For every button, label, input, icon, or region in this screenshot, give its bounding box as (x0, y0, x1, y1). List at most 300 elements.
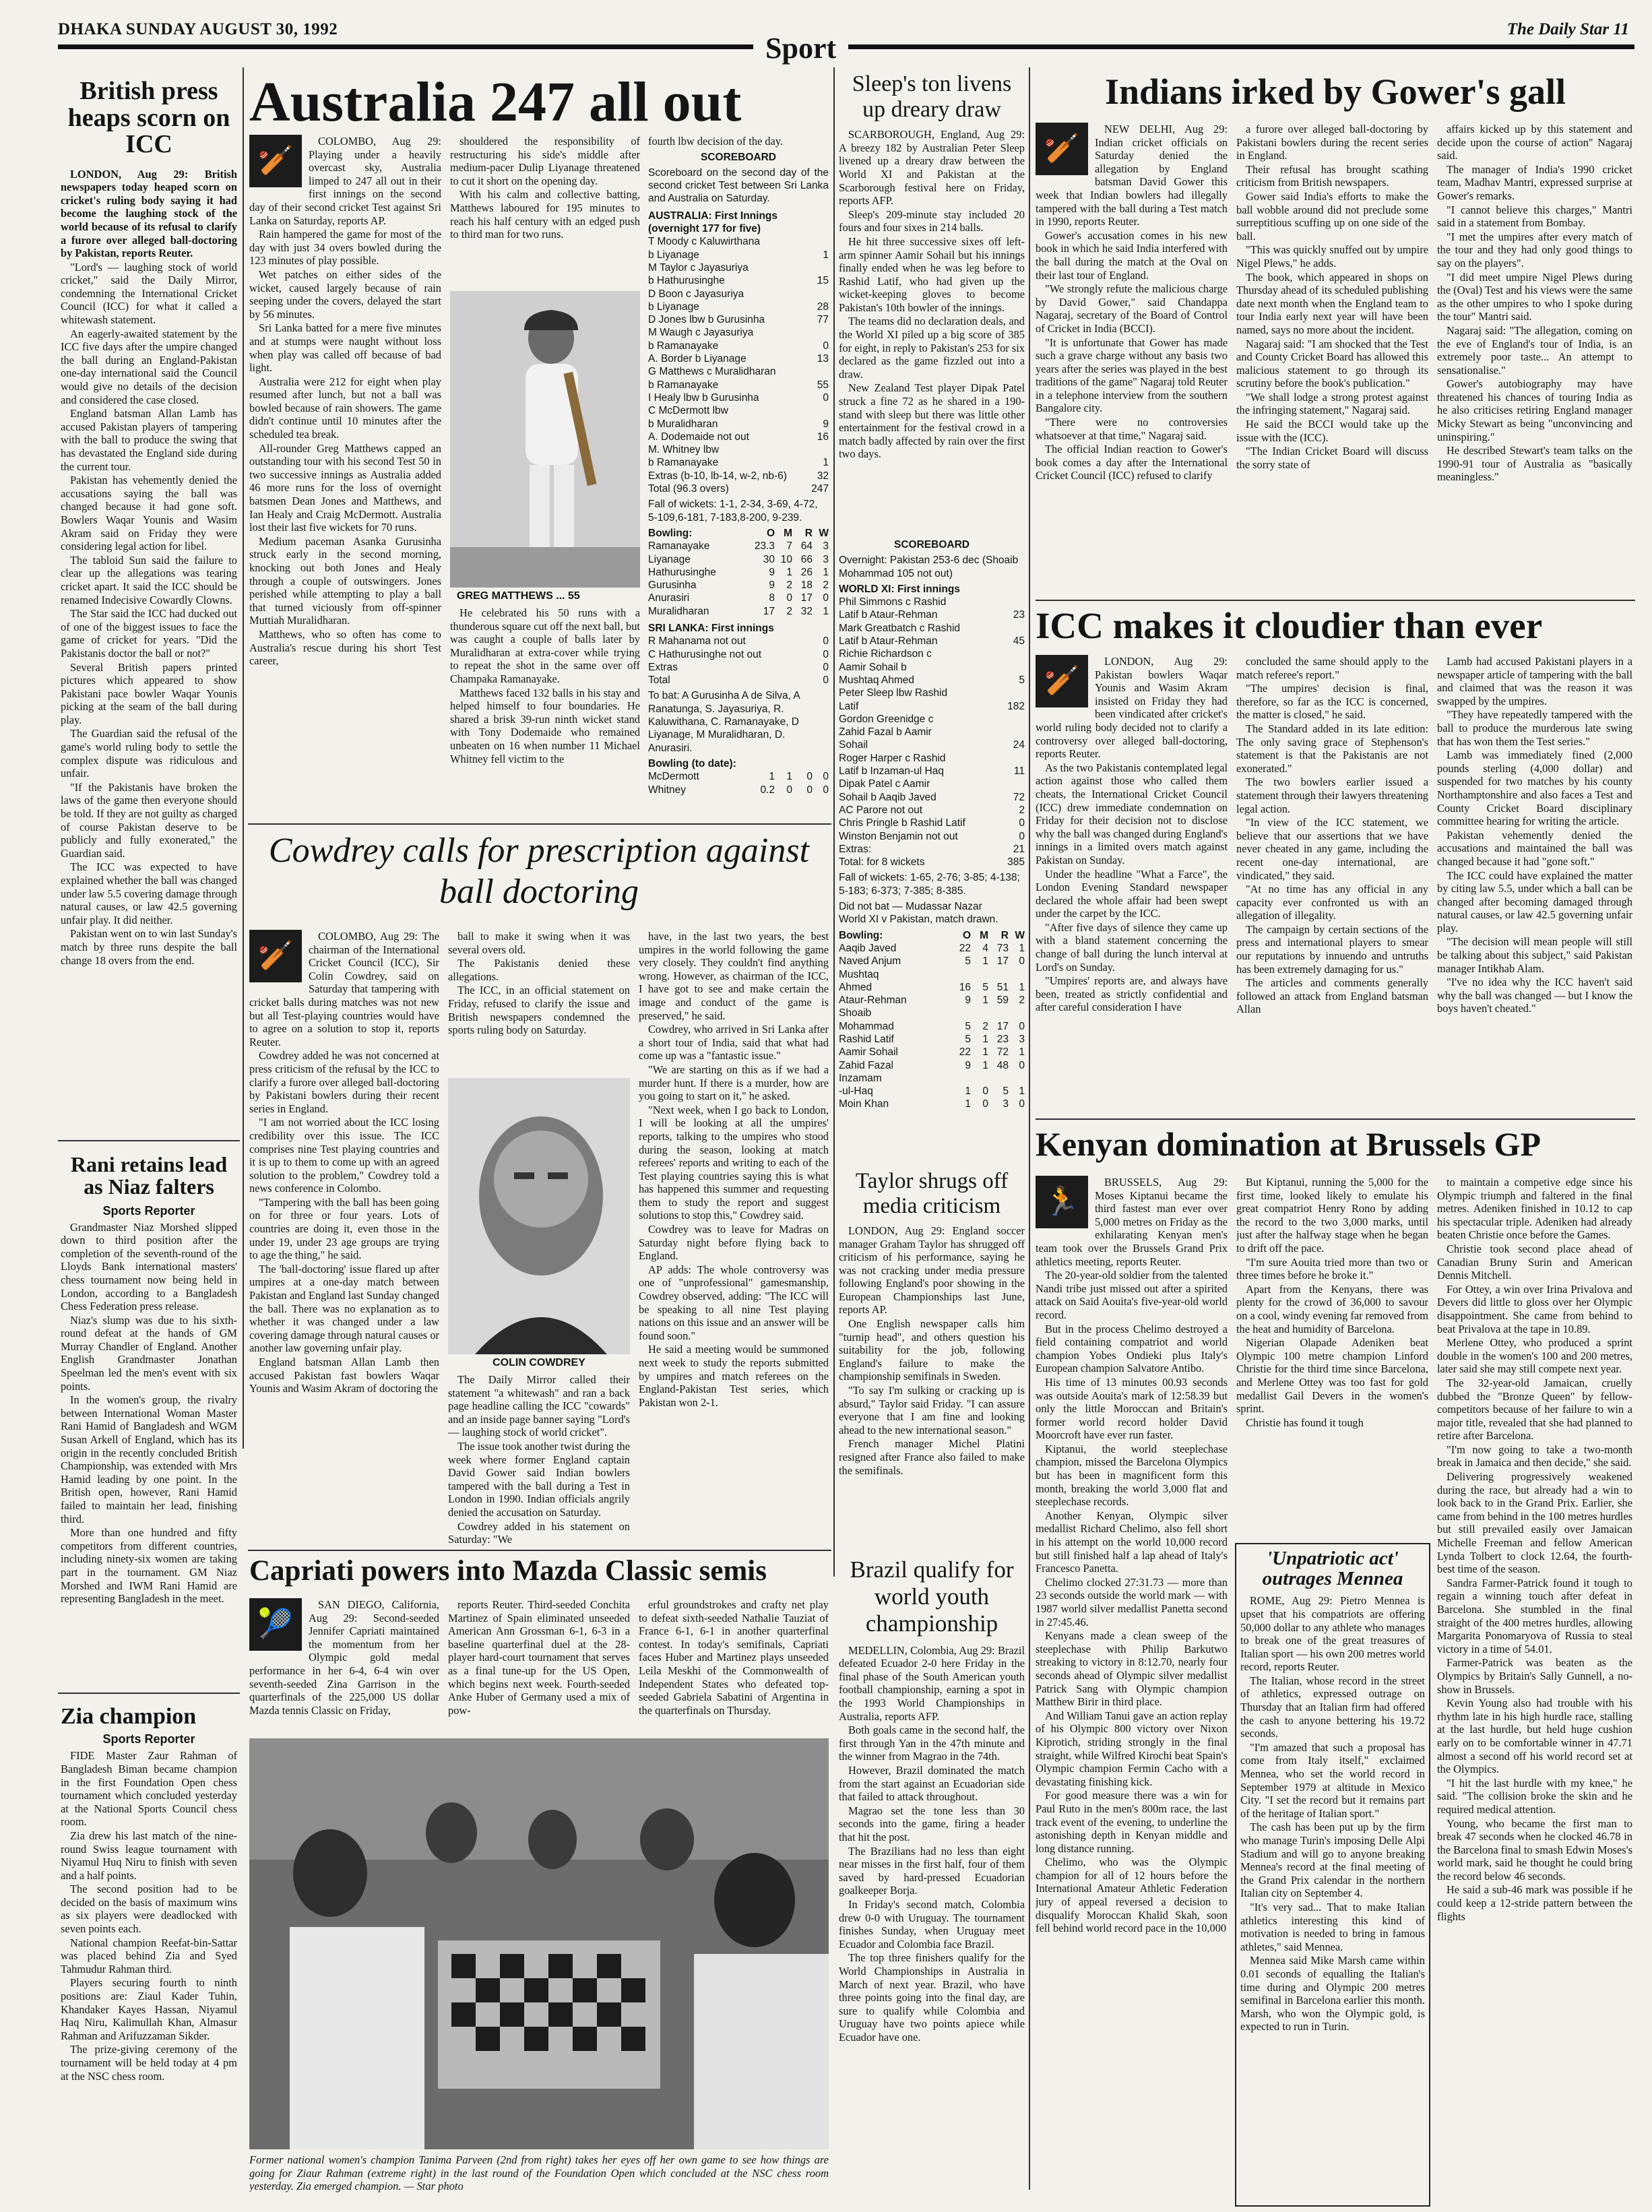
paragraph: Chelimo clocked 27:31.73 — more than 23 seconds outside the world mark — with 1987 world silver medallist Panetta second in 27:45.46. (1036, 1575, 1228, 1629)
bowling-figure: O (962, 929, 971, 941)
bowling-row (839, 994, 1025, 1007)
paragraph: Rain hampered the game for most of the day with just 34 overs bowled during the 123 minutes of play possible. (249, 228, 441, 267)
paragraph: The Guardian said the refusal of the game's world ruling body to settle the complex dispute was ridiculous and unfair. (61, 727, 237, 780)
scoreboard-australia (648, 135, 829, 819)
story-mennea-box (1235, 1543, 1430, 2207)
paragraph: "We strongly refute the malicious charge by David Gower," said Chandappa Nagaraj, secretary of the Board of Control of Cricket in India (BCCI). (1036, 282, 1228, 335)
headline: Rani retains lead as Niaz falters (70, 1154, 228, 1199)
bowling-figure: 17 (996, 955, 1009, 968)
player-name: Extras (648, 661, 678, 673)
story-lead (61, 168, 237, 260)
batting-row (648, 482, 829, 495)
paragraph: The 20-year-old soldier from the talented Nandi tribe just missed out after a spirited attack on Said Aouita's five-year-old world record. (1036, 1269, 1228, 1321)
player-name: Sohail b Aaqib Javed (839, 791, 936, 803)
player-name: Latif b Ataur-Rehman (839, 635, 938, 647)
bowling-row (839, 942, 1025, 955)
batting-row (839, 596, 1025, 608)
batting-row (648, 274, 829, 287)
batting-row (648, 340, 829, 352)
paragraph: Matthews, who so often has come to Australia's rescue during his short Test career, (249, 627, 441, 668)
paragraph: Wet patches on either sides of the wicket, caused largely because of rain seeping under the covers, delayed the start by 56 minutes. (249, 267, 441, 321)
player-name: Dipak Patel c Aamir (839, 778, 930, 790)
story-body (61, 261, 237, 967)
player-name: Aamir Sohail b (839, 661, 907, 673)
paragraph: a furore over alleged ball-doctoring by Pakistani bowlers during the recent series in England. (1236, 123, 1428, 162)
story-taylor (839, 1169, 1025, 1546)
headline: Capriati powers into Mazda Classic semis (249, 1556, 767, 1587)
bowling-figure: 4 (982, 942, 988, 954)
bowling-figure: 1 (786, 566, 792, 578)
bowler-name: Hathurusinghe (648, 566, 716, 578)
story-mennea (1240, 1548, 1425, 2202)
story-cowdrey-col1 (249, 930, 439, 1546)
paragraph: shouldered the responsibility of restructuring his side's middle after medium-pacer Dulip Liyanage threatened to cut it short on the opening day. (450, 135, 640, 187)
did-not-bat: Did not bat — Mudassar Nazar (839, 901, 982, 913)
story-kenyan-col2 (1236, 1176, 1428, 1538)
player-name: Total: for 8 wickets (839, 856, 925, 868)
paragraph: Sri Lanka batted for a mere five minutes and at stumps were naught without loss when play was called off because of bad light. (249, 321, 441, 375)
player-name: Total (648, 674, 670, 687)
bowling-figure: 9 (965, 994, 971, 1007)
runs: 21 (1013, 843, 1025, 855)
bowling-figure: 1 (982, 1033, 988, 1045)
bowling-figure: W (1015, 929, 1025, 941)
paragraph: Players securing fourth to ninth positions are: Ziaul Kader Tuhin, Khandaker Kayes Hassan, Niyamul Haq Niru, Kalimullah Khan, Almasur Rahman and Arifuzzaman Sikder. (61, 1976, 237, 2042)
paragraph: NEW DELHI, Aug 29: Indian cricket officials on Saturday denied the allegation by England batsman David Gower this week that Indian bowlers had illegally tampered with the ball during a Test match in 1990, reports Reuter. (1036, 123, 1228, 228)
paragraph: "I did meet umpire Nigel Plews during the (Oval) Test and his views were the same as the other umpires to who I spoke during the tour" Mantri said. (1437, 270, 1632, 323)
paragraph: Pakistan has vehemently denied the accusations saying the ball was changed because it had gone soft. Bowlers Waqar Younis and Wasim Akram said on Friday they were considering legal action for libel. (61, 474, 237, 553)
bowling-figure: R (804, 527, 813, 539)
paragraph: Cowdrey added in his statement on Saturday: "We (448, 1519, 630, 1546)
bowling-figure: 59 (996, 994, 1009, 1007)
batting-list (648, 235, 829, 495)
paragraph: French manager Michel Platini resigned after France also failed to make the semifinals. (839, 1437, 1025, 1477)
paragraph: He said a meeting would be summoned next week to study the reports submitted by umpires and match referees on the England-Pakistan Test series, which Pakistan won 2-1. (639, 1343, 829, 1409)
story-brazil (839, 1556, 1025, 2209)
match-result: World XI v Pakistan, match drawn. (839, 914, 998, 926)
bowling-figure: 2 (982, 1020, 988, 1032)
story-divider (248, 1550, 831, 1551)
paragraph: "There were no controversies whatsoever at that time," Nagaraj said. (1036, 416, 1228, 442)
paragraph: The prize-giving ceremony of the tournament will be held today at 4 pm at the NSC chess room. (61, 2043, 237, 2083)
player-name: Latif b Ataur-Rehman (839, 609, 938, 621)
paragraph: The Brazilians had no less than eight near misses in the first half, four of them saved by hard-pressed Ecuadorian goalkeeper Borja. (839, 1844, 1025, 1897)
player-name: C Hathurusinghe not out (648, 648, 762, 660)
bowling-figure: 48 (996, 1059, 1009, 1071)
player-name: T Moody c Kaluwirthana (648, 236, 760, 248)
batting-row (648, 635, 829, 647)
paragraph: Grandmaster Niaz Morshed slipped down to third position after the completion of the seventh-round of the Lloyds Bank international masters' chess tournament now being held in London, according to a Bangladesh Chess Federation press release. (61, 1220, 237, 1313)
paragraph: England batsman Allan Lamb has accused Pakistan players of tampering with the ball to produce the swing that has devastated the England side during the current tour. (61, 407, 237, 473)
batting-row (648, 352, 829, 365)
bowling-figure: 3 (823, 553, 829, 565)
paragraph: The ICC could have explained the matter by citing law 5.5, under which a ball can be changed after becoming damaged through natural causes, or law 42.5 governing unfair play. (1437, 868, 1632, 935)
byline: Sports Reporter (102, 1732, 195, 1746)
paragraph: Christie has found it tough (1246, 1416, 1364, 1429)
runs: 45 (1013, 635, 1025, 647)
paragraph: The Pakistanis denied these allegations. (448, 957, 630, 983)
story-capriati-col2 (448, 1598, 630, 1733)
story-gower-col3 (1437, 123, 1632, 596)
player-name: Mark Greatbatch c Rashid (839, 622, 961, 634)
bowling-figure: 2 (786, 579, 792, 592)
paragraph: Gower said India's efforts to make the ball wobble around did not preclude some surreptitious scuffing up on one side of the ball. (1236, 189, 1428, 243)
paragraph: ball to make it swing when it was several overs old. (448, 930, 630, 956)
batting-row (648, 674, 829, 687)
bowling-figure: 8 (769, 592, 775, 604)
bowler-name: Aaqib Javed (839, 942, 897, 954)
paragraph: The Daily Mirror called their statement "a whitewash" and ran a back page headline calling the ICC "cowards" and an inside page banner saying "Lord's — laughing stock of world cricket". (448, 1373, 630, 1439)
batting-row (648, 326, 829, 339)
paragraph: "The umpires' decision is final, therefore, so far as the ICC is concerned, the matter is closed," he said. (1236, 682, 1428, 722)
paragraph: In Friday's second match, Colombia drew 0-0 with Uruguay. The tournament finishes Sunday, when Uruguay meet Ecuador and Colombia face Brazil. (839, 1897, 1025, 1951)
runner-icon: 🏃 (1036, 1176, 1088, 1228)
bowling-row (648, 770, 829, 783)
bowling-header (839, 929, 1025, 942)
story-british-press (61, 78, 237, 1139)
paragraph: have, in the last two years, the best umpires in the world following the game very closely. They couldn't find anything wrong. However, as chairman of the ICC, I have got to see and make certain the image and conduct of the game is preserved," he said. (639, 930, 829, 1022)
column-divider (243, 67, 244, 1449)
fall-of-wickets: Fall of wickets: 1-65, 2-76; 3-85; 4-138; 5-183; 6-373; 7-385; 8-385. (839, 872, 1020, 897)
innings-title: SRI LANKA: First innings (648, 622, 774, 634)
bowler-name: Bowling: (839, 929, 883, 941)
bowler-name: Shoaib (839, 1007, 872, 1019)
paragraph: Pakistan vehemently denied the accusations and maintained the ball was changed because it had "gone soft." (1437, 828, 1632, 868)
bowling-row (839, 1098, 1025, 1110)
paragraph: An eagerly-awaited statement by the ICC five days after the umpire changed the ball during an England-Pakistan one-day international said the Council would give no details of the decision and considered the case closed. (61, 327, 237, 406)
paragraph: For Ottey, a win over Irina Privalova and Devers did little to gloss over her Olympic disappointment. She came from behind to beat Privalova at the tape in 10.89. (1437, 1282, 1632, 1335)
batting-row (839, 765, 1025, 778)
paragraph: Their refusal has brought scathing criticism from British newspapers. (1236, 162, 1428, 189)
cricketer-photo (450, 291, 640, 588)
runs: 0 (1019, 817, 1025, 829)
story-capriati-col1 (249, 1598, 439, 1733)
batting-row (839, 635, 1025, 647)
story-cowdrey-col2 (448, 930, 630, 1075)
bowling-row (839, 1033, 1025, 1046)
bowler-name: Naved Anjum (839, 955, 901, 968)
bowling-row (839, 1072, 1025, 1085)
story-body (1036, 655, 1228, 1014)
paragraph: "Umpires' reports are, and always have been, treated as strictly confidential and after careful consideration I have (1036, 974, 1228, 1014)
paragraph: Gower's autobiography may have threatened his chances of touring India as he also criticises retiring England manager Micky Stewart as being "unconvincing and uninspiring." (1437, 377, 1632, 443)
paragraph: Several British papers printed pictures which appeared to show Pakistani pace bowler Waqar Younis picking at the seam of the ball during play. (61, 660, 237, 726)
player-name: b Muralidharan (648, 418, 718, 430)
photo-chess-tournament (249, 1738, 829, 2149)
paragraph: Medium paceman Asanka Gurusinha struck early in the second morning, knocking out both Jones and Healy through a couple of outswingers. Jones perished while attempting to play a ball that turned viciously from off-spinner Muttiah Muralidharan. (249, 534, 441, 627)
paragraph: Young, who became the first man to break 47 seconds when he clocked 46.78 in the Barcelona final to smash Edwin Moses's world mark, said he thought he could bring the record below 46 seconds. (1437, 1816, 1632, 1883)
chess-players-photo (249, 1738, 829, 2149)
paragraph: "The Indian Cricket Board will discuss the sorry state of (1236, 445, 1428, 471)
story-body (249, 930, 439, 1395)
bowling-figure: 3 (823, 540, 829, 552)
paragraph: In the women's group, the rivalry between International Woman Master Rani Hamid of Bangladesh and WGM Susan Arkell of England, which has its origin in the recently concluded British Championship, was extended with Mrs Hamid leading by one point. In the British open, however, Rani Hamid failed to maintain her lead, finishing third. (61, 1393, 237, 1525)
paragraph: The tabloid Sun said the failure to clear up the allegations was tearing cricket apart. It said the ICC should be renamed Indecisive Cowardly Clowns. (61, 553, 237, 606)
bowler-name: Whitney (648, 784, 686, 796)
bowling-figure: 30 (763, 553, 775, 565)
batting-row (839, 856, 1025, 868)
player-name: Peter Sleep lbw Rashid (839, 687, 948, 699)
paragraph: "I'm now going to take a two-month break in Jamaica and then decide," she said. (1437, 1443, 1632, 1470)
bowling-figure (944, 968, 971, 981)
paragraph: SAN DIEGO, California, Aug 29: Second-seeded Jennifer Capriati maintained the momentum from her Olympic gold medal performance in her 6-4, 6-4 win over seventh-seeded Zina Garrison in the quarterfinals of the 225,000 US dollar Mazda tennis Classic on Friday, (249, 1598, 439, 1717)
runs: 77 (817, 314, 829, 326)
batting-row (839, 622, 1025, 635)
story-body (839, 128, 1025, 461)
runs: 0 (823, 648, 829, 660)
paragraph: "It is unfortunate that Gower has made such a grave charge without any basis two years after the series was played in the best traditions of the game" Nagaraj told Reuter in a telephone interview from the southern Bangalore city. (1036, 336, 1228, 415)
bowling-figure: 17 (996, 1020, 1009, 1032)
paragraph: One English newspaper calls him "turnip head", and others question his suitability for the job, following England's failure to make the championship semifinals in Sweden. (839, 1317, 1025, 1383)
bowling-figure (1009, 1007, 1025, 1019)
paragraph: Another Kenyan, Olympic silver medallist Richard Chelimo, also fell short in his attempt on the world 10,000 record but still finished half a lap ahead of Italy's Francesco Panetta. (1036, 1509, 1228, 1575)
player-name: A. Dodemaide not out (648, 431, 749, 443)
paragraph: "Lord's — laughing stock of world cricket," said the Daily Mirror, condemning the International Cricket Council (ICC) for what it called a whitewash statement. (61, 260, 237, 327)
paragraph: "Tampering with the ball has been going on for three or four years. Lots of countries are doing it, even those in the under 19, under 23 age groups are trying to age the thing," he said. (249, 1195, 439, 1262)
story-body (1036, 123, 1228, 482)
bowling-figure: 2 (1019, 994, 1025, 1007)
paragraph: MEDELLIN, Colombia, Aug 29: Brazil defeated Ecuador 2-0 here Friday in the final phase of the South American youth football championship, earning a spot in the 1993 World Championships in Australia, reports AFP. (839, 1643, 1025, 1723)
story-sleep (839, 71, 1025, 530)
batting-row (648, 418, 829, 431)
story-body (249, 135, 441, 668)
paragraph: "To say I'm sulking or cracking up is absurd," Taylor said Friday. "I can assure everyone that I am fine and looking ahead to the new international season." (839, 1384, 1025, 1436)
headline: Indians irked by Gower's gall (1104, 73, 1566, 112)
paragraph: The issue took another twist during the week where former England captain David Gower said Indian bowlers tampered with the ball during a Test in London in 1990. Indian officials angrily denied the accusation on Saturday. (448, 1439, 630, 1519)
batting-row (839, 700, 1025, 713)
story-body (1236, 123, 1428, 471)
paragraph: Nagaraj said: "I am shocked that the Test and County Cricket Board has allowed this malicious statement to go through its scrutiny before the book's publication." (1236, 337, 1428, 390)
story-divider (58, 1693, 240, 1694)
runs: 0 (1019, 830, 1025, 842)
player-name: Extras (b-10, lb-14, w-2, nb-6) (648, 470, 787, 482)
bowling-figure: 2 (786, 605, 792, 617)
photo-colin-cowdrey (448, 1078, 630, 1354)
runs: 28 (817, 301, 829, 313)
bowling-figure: 5 (965, 955, 971, 968)
paragraph: Farmer-Patrick was beaten as the Olympics by Britain's Sally Gunnell, a no-show in Brussels. (1437, 1656, 1632, 1696)
story-body (61, 1221, 237, 1606)
paragraph: LONDON, Aug 29: England soccer manager Graham Taylor has shrugged off criticism of his performance, saying he was not cracking under media pressure following England's poor showing in the European Championships last June, reports AP. (839, 1224, 1025, 1317)
cricket-bowler-icon: 🏏 (1036, 655, 1088, 707)
bowling-figure: 1 (982, 1046, 988, 1058)
bowling-figure: 9 (769, 566, 775, 578)
bowling-figure: 0 (1019, 955, 1025, 968)
story-icc-col3 (1437, 655, 1632, 1115)
player-name: I Healy lbw b Gurusinha (648, 391, 759, 404)
story-gower-col2 (1236, 123, 1428, 596)
player-name: b Hathurusinghe (648, 275, 725, 287)
story-body (1236, 1176, 1428, 1429)
bowling-row (839, 1046, 1025, 1058)
headline: British press heaps scorn on ICC (67, 78, 230, 159)
batting-row (839, 843, 1025, 856)
bowler-name: Rashid Latif (839, 1033, 894, 1045)
bowling-figure: 17 (800, 592, 813, 604)
bowling-figure: R (1000, 929, 1009, 941)
paragraph: "We shall lodge a strong protest against the infringing statement," Nagaraj said. (1236, 390, 1428, 417)
paragraph: The Standard added in its late edition: The only saving grace of Stephenson's statement is that the Pakistanis are not exonerated." (1236, 722, 1428, 775)
bowling-row (839, 955, 1025, 968)
paragraph: He celebrated his 50 runs with a thunderous square cut off the next ball, but was caught a couple of balls later by Muralidharan at extra-cover while trying to repeat the shot in the same over off Champaka Ramanayake. (450, 606, 640, 685)
player-name: Gordon Greenidge c (839, 713, 934, 725)
bowler-name: Anurasiri (648, 592, 690, 604)
batting-row (839, 674, 1025, 687)
cricket-bowler-icon: 🏏 (249, 135, 302, 187)
dateline: DHAKA SUNDAY AUGUST 30, 1992 (58, 20, 338, 38)
photo-caption: GREG MATTHEWS ... 55 (457, 590, 580, 602)
photo-caption: COLIN COWDREY (493, 1357, 585, 1368)
bowler-name: Mohammad (839, 1020, 894, 1032)
tennis-rackets-icon: 🎾 (249, 1598, 302, 1651)
column-divider (833, 67, 835, 1577)
bowling-figure (988, 1072, 1009, 1085)
batting-row (648, 249, 829, 261)
bowling-figure: 0 (806, 784, 813, 796)
batting-row (648, 235, 829, 248)
bowling-figure: 0 (982, 1098, 988, 1110)
story-divider (248, 823, 831, 825)
story-rani (61, 1154, 237, 1689)
headline: ICC makes it cloudier than ever (1036, 606, 1543, 646)
scoreboard-title: SCOREBOARD (894, 539, 970, 550)
bowling-figure: 5 (982, 981, 988, 993)
batting-row (839, 726, 1025, 738)
story-zia (61, 1705, 237, 2203)
bowling-figure: 22 (959, 1046, 971, 1058)
paragraph: "The decision will mean people will still be talking about this subject," said Pakistan manager Intikhab Alam. (1437, 935, 1632, 975)
paragraph: "I'm sure Aouita tried more than two or three times before he broke it." (1236, 1255, 1428, 1282)
paragraph: affairs kicked up by this statement and decide upon the course of action" Nagaraj said. (1437, 123, 1632, 162)
paragraph: More than one hundred and fifty competitors from different countries, including ninety-six women are taking part in the tournament. GM Niaz Morshed and IWM Rani Hamid are representing Bangladesh in the meet. (61, 1526, 237, 1606)
bowling-row (839, 1059, 1025, 1072)
bowling-figure: 1 (982, 994, 988, 1007)
bowling-figure: 18 (800, 579, 813, 592)
paragraph: Pakistan went on to win last Sunday's match by three runs despite the ball change 18 overs from the end. (61, 927, 237, 967)
player-name: b Liyanage (648, 301, 699, 313)
paragraph: Kevin Young also had trouble with his rhythm late in his high hurdle race, stalling at the last hurdle, but held huge cushion early on to be comfortable winner in 47.71 almost a second off his world record set at the Olympics. (1437, 1697, 1632, 1776)
story-divider (58, 1140, 240, 1141)
runs: 16 (817, 431, 829, 443)
paragraph: "In view of the ICC statement, we believe that our assertions that we have never cheated in any game, including the recent one-day international, are vindicated," they said. (1236, 816, 1428, 882)
player-name: Sohail (839, 739, 868, 751)
paragraph: concluded the same should apply to the match referee's report." (1236, 655, 1428, 681)
to-bat: To bat: A Gurusinha A de Silva, A Ranatunga, S. Jayasuriya, R. Kaluwithana, C. Ramanayake, D Liyanage, M Muralidharan, D. Anurasiri. (648, 690, 800, 754)
paragraph: And William Tanui gave an action replay of his Olympic 800 victory over Nixon Kiprotich, striding strongly in the final straight, while Wilfred Kirochi beat Spain's Olympic champion Fermin Cacho with a devastating finishing kick. (1036, 1709, 1228, 1788)
bowler-name: Moin Khan (839, 1098, 889, 1110)
runs: 182 (1007, 700, 1025, 712)
paragraph: The manager of India's 1990 cricket team, Madhav Mantri, expressed surprise at Gower's remarks. (1437, 162, 1632, 202)
bowling-figure (971, 1072, 988, 1085)
bowling-figure: 3 (1003, 1098, 1009, 1110)
player-name: M Taylor c Jayasuriya (648, 261, 749, 274)
cricket-bowler-icon: 🏏 (249, 930, 302, 982)
batting-row (648, 456, 829, 469)
story-body (450, 606, 640, 765)
innings-title: AUSTRALIA: First Innings (overnight 177 for five) (648, 210, 778, 235)
bowling-figure: 66 (800, 553, 813, 565)
page-number: 11 (1613, 20, 1629, 38)
paragraph: "I've no idea why the ICC haven't said why the ball was changed — but I know the boys haven't cheated." (1437, 976, 1632, 1015)
bowler-name: Mushtaq (839, 968, 879, 980)
paragraph: "I'm amazed that such a proposal has come from Italy itself," exclaimed Mennea, who set the world record in September 1979 at altitude in Mexico City. "I set the record but it remains part of the heritage of Italian sport." (1240, 1740, 1425, 1820)
bowler-name: Zahid Fazal (839, 1059, 893, 1071)
batting-row (839, 647, 1025, 660)
paragraph: The ICC, in an official statement on Friday, refused to clarify the issue and British newspapers condemned the sports ruling body on Saturday. (448, 984, 630, 1037)
paragraph: AP adds: The whole controversy was one of "unprofessional" gamesmanship, Cowdrey observed, adding: "The ICC will be speaking to all nine Test playing nations on this issue and an answer will be found soon." (639, 1263, 829, 1342)
paragraph: The ICC was expected to have explained whether the ball was changed under law 5.5 covering damage through natural causes, or law 42.5 governing unfair play. It did neither. (61, 860, 237, 926)
bowling-row (648, 540, 829, 552)
batting-row (648, 443, 829, 456)
paragraph: ROME, Aug 29: Pietro Mennea is upset that his compatriots are offering 50,000 dollar to any athlete who manages to break one of the great treasures of Italian sport — his own 200 metres world record, reports Reuter. (1240, 1594, 1425, 1674)
bowling-figure: 1 (1019, 1046, 1025, 1058)
story-body (1240, 1594, 1425, 2033)
bowling-figure (988, 1007, 1009, 1019)
scoreboard-world-xi (839, 536, 1025, 1166)
paragraph: Lamb was immediately fined (2,000 pounds sterling (4,000 dollar) and suspended for two matches by his county Northamptonshire and also faces a Test and County Cricket Board disciplinary committee hearing for writing the article. (1437, 749, 1632, 828)
runs: 9 (823, 418, 829, 430)
story-body (839, 1224, 1025, 1477)
batting-row (648, 288, 829, 301)
bowling-figure: 0 (823, 771, 829, 783)
paragraph: erful groundstrokes and crafty net play to defeat sixth-seeded Nathalie Tauziat of France 6-1, 6-1 in another quarterfinal contest. In today's semifinals, Capriati faces Huber and Martinez plays unseeded Leila Meskhi of the Commonwealth of Independent States who defeated top-seeded Gabriela Sabatini of Argentina in the quarterfinals on Thursday. (639, 1598, 829, 1717)
bowling-figure: 1 (1019, 981, 1025, 993)
bowling-figure: 22 (959, 942, 971, 954)
paragraph: However, Brazil dominated the match from the start against an Ecuadorian side that failed to attack throughout. (839, 1764, 1025, 1804)
bowling-figure: 1 (823, 605, 829, 617)
paragraph: Apart from the Kenyans, there was plenty for the crowd of 36,000 to savour on a cool, windy evening far removed from the heat and humidity of Barcelona. (1236, 1282, 1428, 1335)
batting-row (648, 301, 829, 313)
batting-row (839, 687, 1025, 699)
paragraph: As the two Pakistanis contemplated legal action against those who called them cheats, the International Cricket Council (ICC) drew immediate condemnation on Friday for their decision not to disclose why the ball was changed during England's innings in a limited overs match against Pakistan on Sunday. (1036, 761, 1228, 866)
player-name: Extras: (839, 843, 872, 855)
story-body (1437, 123, 1632, 484)
bowling-figure: 72 (996, 1046, 1009, 1058)
bowling-figure: 7 (786, 540, 792, 552)
batting-row (648, 261, 829, 274)
runs: 11 (1013, 765, 1025, 778)
runs: 0 (823, 635, 829, 647)
bowling-figure: 1 (1019, 942, 1025, 954)
bowling-figure: 3 (1019, 1033, 1025, 1045)
paragraph: Kiptanui, the world steeplechase champion, missed the Barcelona Olympics but has been in magnificent form this month, breaking the world 3,000 flat and steeplechase records. (1036, 1442, 1228, 1509)
bowling-figure (944, 1007, 971, 1019)
story-body (448, 1373, 630, 1546)
paragraph: The official Indian reaction to Gower's book comes a day after the International Cricket Council (ICC) refused to clarify (1036, 443, 1228, 482)
player-name: b Ramanayake (648, 457, 719, 469)
bowling-figure: 0 (1019, 1098, 1025, 1110)
bowling-row (839, 981, 1025, 994)
paragraph: He hit three successive sixes off left-arm spinner Aamir Sohail but his innings finally ended when he was leg before to Rashid Latif, who had given up the wicket-keeping gloves to become Pakistan's 10th bowler of the innings. (839, 234, 1025, 314)
paragraph: But in the process Chelimo destroyed a field containing compatriot and world champion Yobes Ondieki plus Italy's European champion Salvatore Antibo. (1036, 1322, 1228, 1375)
paragraph: Chelimo, who was the Olympic champion for all of 12 hours before the International Amateur Athletic Federation jury of appeal reversed a decision to disqualify Moroccan Khalid Skah, soon fell behind world record pace in the 10,000 (1036, 1856, 1228, 1935)
player-name: C McDermott lbw (648, 405, 728, 417)
bowling-figure: 2 (823, 579, 829, 592)
bowling-figure (1009, 1072, 1025, 1085)
bowling-row (648, 605, 829, 618)
bowling-figure: 9 (965, 1059, 971, 1071)
player-name: G Matthews c Muralidharan (648, 366, 776, 378)
paragraph: "If the Pakistanis have broken the laws of the game then everyone should be told. If they are not guilty as charged of course Pakistan deserve to be publicly and fully exonerated," the Guardian said. (61, 780, 237, 860)
paragraph: Magrao set the tone less than 30 seconds into the game, firing a header that hit the post. (839, 1804, 1025, 1843)
photo-caption: Former national women's champion Tanima Parveen (2nd from right) takes her eyes off her own game to see how things are going for Ziaur Rahman (extreme right) in the last round of the Foundation Open which concluded at the NSC chess room yesterday. Zia emerged champion. — Star photo (249, 2153, 829, 2192)
bowling-figure: 0 (1019, 1059, 1025, 1071)
bowling-figure: 5 (965, 1033, 971, 1045)
runs: 0 (823, 661, 829, 673)
paragraph: England batsman Allan Lamb then accused Pakistan fast bowlers Waqar Younis and Wasim Akram of doctoring the (249, 1356, 439, 1395)
runs: 72 (1013, 791, 1025, 803)
paragraph: Kenyans made a clean sweep of the steeplechase with Philip Barkutwo streaking to victory in 8:12.70, nearly four seconds ahead of Olympic silver medallist Patrick Sang with Olympic champion Matthew Birir in third place. (1036, 1629, 1228, 1709)
